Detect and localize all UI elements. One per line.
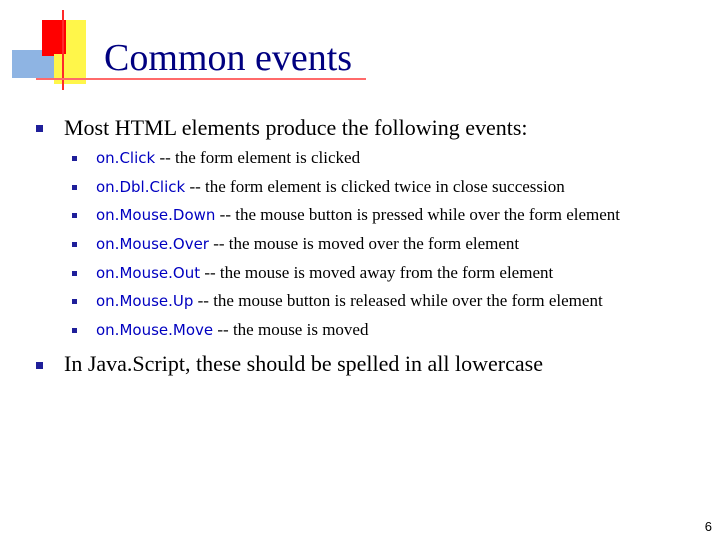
- event-description: -- the mouse button is pressed while over the form element: [215, 205, 620, 224]
- sub-bullet-marker: [72, 299, 77, 304]
- bullet-text: Most HTML elements produce the following events:: [64, 115, 528, 140]
- sub-bullet-marker: [72, 213, 77, 218]
- event-description: -- the form element is clicked twice in close succession: [185, 177, 565, 196]
- sub-bullet-item: [96, 233, 519, 255]
- page-number: 6: [704, 519, 712, 534]
- slide-title: Common events: [104, 37, 353, 79]
- sub-bullet-item: [96, 319, 368, 341]
- sub-bullet-marker: [72, 328, 77, 333]
- logo-yellow-block: [66, 20, 86, 54]
- bullet-marker: [36, 362, 43, 369]
- event-name: on.Mouse.Up: [96, 292, 194, 310]
- event-description: -- the form element is clicked: [155, 148, 361, 167]
- bullet-text: In Java.Script, these should be spelled in all lowercase: [64, 351, 543, 376]
- event-name: on.Dbl.Click: [96, 178, 186, 196]
- event-description: -- the mouse is moved away from the form element: [200, 263, 554, 282]
- sub-bullet-marker: [72, 242, 77, 247]
- sub-bullet-item: [96, 290, 603, 312]
- event-name: on.Mouse.Down: [96, 206, 216, 224]
- sub-bullet-marker: [72, 185, 77, 190]
- sub-bullet-item: [96, 147, 360, 169]
- event-description: -- the mouse is moved: [213, 320, 369, 339]
- sub-bullet-item: [96, 176, 565, 198]
- event-name: on.Mouse.Out: [96, 264, 201, 282]
- event-description: -- the mouse is moved over the form element: [208, 234, 520, 253]
- event-name: on.Click: [96, 149, 156, 167]
- event-description: -- the mouse button is released while over the form element: [193, 291, 603, 310]
- sub-bullet-marker: [72, 271, 77, 276]
- event-name: on.Mouse.Over: [96, 235, 209, 253]
- sub-bullet-item: [96, 262, 553, 284]
- sub-bullet-item: [96, 204, 620, 226]
- bullet-marker: [36, 125, 43, 132]
- sub-bullet-marker: [72, 156, 77, 161]
- event-name: on.Mouse.Move: [96, 321, 214, 339]
